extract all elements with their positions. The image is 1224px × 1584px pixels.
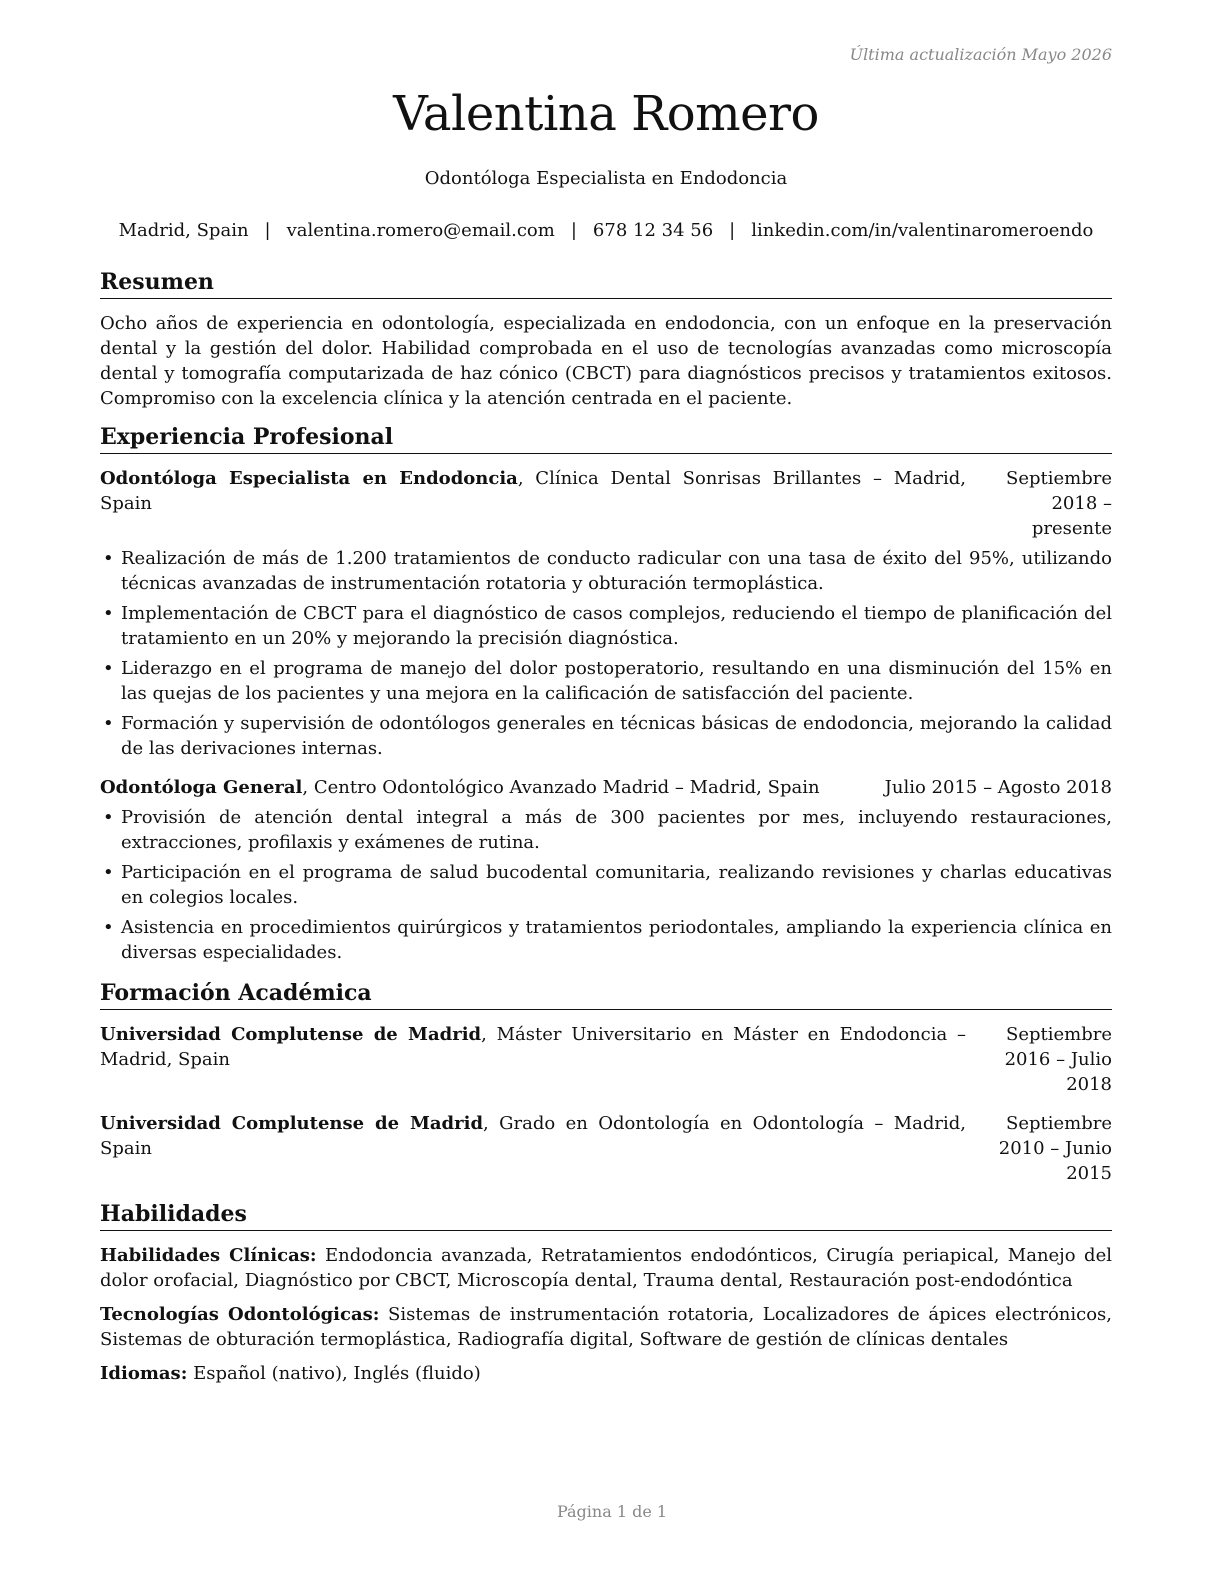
experience-entry xyxy=(100,466,1112,761)
experience-bullet: • Liderazgo en el programa de manejo del dolor postoperatorio, resultando en una disminución del 15% en las quejas de los pacientes y una mejora en la calificación de satisfacción del paciente. xyxy=(100,656,1112,706)
education-entry xyxy=(100,1022,1112,1097)
education-dates: Septiembre 2010 – Junio 2015 xyxy=(998,1113,1112,1184)
education-school: Universidad Complutense de Madrid xyxy=(100,1113,484,1134)
education-detail: , Máster Universitario en Máster en Endodoncia – Madrid, Spain xyxy=(100,1024,966,1070)
contact-phone: 678 12 34 56 xyxy=(592,220,714,241)
contact-linkedin[interactable]: linkedin.com/in/valentinaromeroendo xyxy=(751,220,1094,241)
skill-label: Tecnologías Odontológicas: xyxy=(100,1304,380,1325)
skill-label: Habilidades Clínicas: xyxy=(100,1245,317,1266)
education-dates: Septiembre 2016 – Julio 2018 xyxy=(1004,1024,1112,1095)
experience-role: Odontóloga General xyxy=(100,777,303,798)
skill-text: Endodoncia avanzada, Retratamientos endodónticos, Cirugía periapical, Manejo del dolor orofacial, Diagnóstico por CBCT, Microscopía dental, Trauma dental, Restauración post-endodóntica xyxy=(100,1245,1112,1291)
last-updated: Última actualización Mayo 2026 xyxy=(849,45,1112,64)
education-detail: , Grado en Odontología en Odontología – Madrid, Spain xyxy=(100,1113,966,1159)
skill-group xyxy=(100,1302,1112,1352)
experience-dates: Septiembre 2018 – presente xyxy=(1006,468,1112,539)
contact-separator: | xyxy=(264,220,271,241)
resume-content xyxy=(100,268,1112,1398)
contact-separator: | xyxy=(570,220,577,241)
skill-text: Español (nativo), Inglés (fluido) xyxy=(187,1363,481,1384)
experience-bullet: • Provisión de atención dental integral a más de 300 pacientes por mes, incluyendo restauraciones, extracciones, profilaxis y exámenes de rutina. xyxy=(100,805,1112,855)
section-title-experience: Experiencia Profesional xyxy=(100,423,1112,454)
education-section xyxy=(100,979,1112,1186)
experience-role: Odontóloga Especialista en Endodoncia xyxy=(100,468,518,489)
experience-bullet: • Asistencia en procedimientos quirúrgicos y tratamientos periodontales, ampliando la experiencia clínica en diversas especialidades. xyxy=(100,915,1112,965)
education-school: Universidad Complutense de Madrid xyxy=(100,1024,482,1045)
summary-section xyxy=(100,268,1112,411)
section-title-skills: Habilidades xyxy=(100,1200,1112,1231)
experience-entry xyxy=(100,775,1112,965)
experience-dates: Julio 2015 – Agosto 2018 xyxy=(884,777,1112,798)
education-entry-header xyxy=(100,1022,1112,1097)
experience-entry-header xyxy=(100,466,1112,541)
skills-section xyxy=(100,1200,1112,1386)
experience-entry-header xyxy=(100,775,1112,800)
experience-bullet: • Realización de más de 1.200 tratamientos de conducto radicular con una tasa de éxito del 95%, utilizando técnicas avanzadas de instrumentación rotatoria y obturación termoplástica. xyxy=(100,546,1112,596)
summary-text: Ocho años de experiencia en odontología, especializada en endodoncia, con un enfoque en la preservación dental y la gestión del dolor. Habilidad comprobada en el uso de tecnologías avanzadas como microscopía dental y tomografía computarizada de haz cónico (CBCT) para diagnósticos precisos y tratamientos exitosos. Compromiso con la excelencia clínica y la atención centrada en el paciente. xyxy=(100,313,1112,409)
education-school-line xyxy=(100,1022,966,1072)
education-entry-header xyxy=(100,1111,1112,1186)
experience-bullet: • Formación y supervisión de odontólogos generales en técnicas básicas de endodoncia, mejorando la calidad de las derivaciones internas. xyxy=(100,711,1112,761)
candidate-headline: Odontóloga Especialista en Endodoncia xyxy=(424,168,788,189)
contact-location: Madrid, Spain xyxy=(118,220,249,241)
skill-label: Idiomas: xyxy=(100,1363,188,1384)
contact-separator: | xyxy=(729,220,736,241)
skill-text: Sistemas de instrumentación rotatoria, Localizadores de ápices electrónicos, Sistemas de obturación termoplástica, Radiografía digital, Software de gestión de clínicas dentales xyxy=(100,1304,1113,1350)
experience-bullets xyxy=(100,546,1112,761)
contact-line xyxy=(100,220,1112,241)
experience-section xyxy=(100,423,1112,965)
contact-email[interactable]: valentina.romero@email.com xyxy=(286,220,555,241)
education-entry xyxy=(100,1111,1112,1186)
page-footer: Página 1 de 1 xyxy=(556,1502,668,1521)
skill-group xyxy=(100,1243,1112,1293)
experience-bullets xyxy=(100,805,1112,965)
skill-group xyxy=(100,1361,1112,1386)
experience-role-line xyxy=(100,466,966,516)
section-title-education: Formación Académica xyxy=(100,979,1112,1010)
experience-role-line xyxy=(100,775,879,800)
experience-org: , Centro Odontológico Avanzado Madrid – Madrid, Spain xyxy=(302,777,820,798)
experience-org: , Clínica Dental Sonrisas Brillantes – Madrid, Spain xyxy=(100,468,966,514)
candidate-name: Valentina Romero xyxy=(393,86,819,142)
section-title-summary: Resumen xyxy=(100,268,1112,299)
experience-bullet: • Participación en el programa de salud bucodental comunitaria, realizando revisiones y charlas educativas en colegios locales. xyxy=(100,860,1112,910)
experience-bullet: • Implementación de CBCT para el diagnóstico de casos complejos, reduciendo el tiempo de planificación del tratamiento en un 20% y mejorando la precisión diagnóstica. xyxy=(100,601,1112,651)
education-school-line xyxy=(100,1111,966,1161)
